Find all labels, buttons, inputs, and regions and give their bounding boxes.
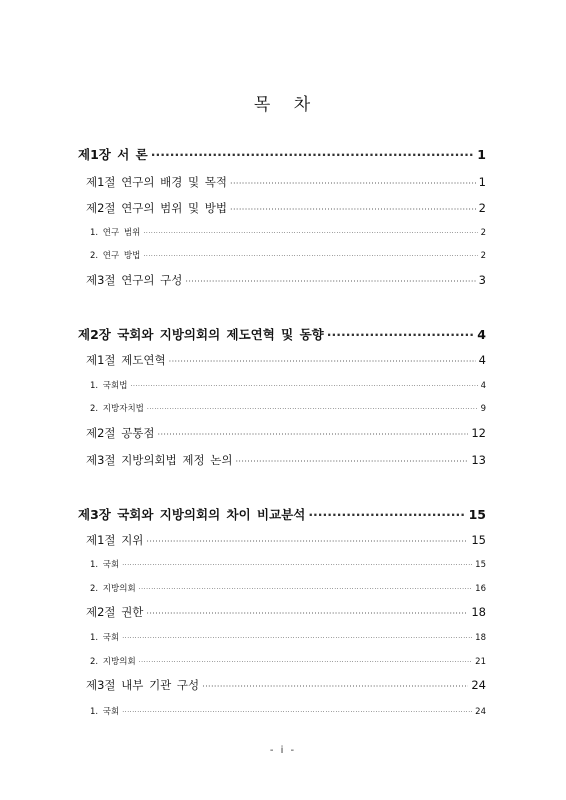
toc-entry-label: 제1절 지위 [86,533,144,547]
toc-entry-label: 제3절 지방의회법 제정 논의 [86,453,233,467]
toc-entry-label: 1. 국회 [90,707,120,717]
toc-dot-leader [139,659,473,666]
toc-entry-label: 제2절 권한 [86,605,144,619]
toc-dot-leader [185,277,475,286]
toc-entry-subsection[interactable] [90,402,486,414]
toc-entry-label: 1. 국회 [90,560,120,570]
toc-entry-section[interactable] [86,677,486,693]
toc-entry-section[interactable] [86,452,486,468]
toc-entry-subsection[interactable] [90,249,486,261]
toc-entry-subsection[interactable] [90,655,486,667]
toc-dot-leader [147,406,478,413]
toc-dot-leader [169,357,476,366]
toc-entry-subsection[interactable] [90,705,486,717]
toc-entry-section[interactable] [86,174,486,190]
toc-dot-leader [230,205,476,214]
toc-entry-page-number: 4 [478,353,486,367]
toc-entry-page-number: 2 [478,201,486,215]
page-number-footer: - i - [269,745,297,756]
toc-dot-leader [308,507,465,522]
toc-entry-label: 제3절 내부 기관 구성 [86,678,200,692]
toc-entry-section[interactable] [86,272,486,288]
toc-entry-page-number: 13 [471,453,486,467]
toc-entry-subsection[interactable] [90,631,486,643]
toc-entry-label: 1. 연구 범위 [90,228,141,238]
toc-entry-page-number: 1 [478,175,486,189]
toc-dot-leader [122,709,472,716]
toc-entry-page-number: 24 [475,707,486,717]
toc-entry-section[interactable] [86,604,486,620]
toc-entry-label: 2. 지방의회 [90,657,136,667]
toc-entry-label: 1. 국회법 [90,381,128,391]
toc-entry-page-number: 18 [475,633,486,643]
toc-entry-page-number: 4 [477,327,486,342]
toc-entry-page-number: 12 [471,426,486,440]
toc-entry-section[interactable] [86,200,486,216]
toc-entry-label: 제3절 연구의 구성 [86,273,183,287]
toc-dot-leader [122,635,472,642]
toc-entry-label: 2. 연구 방법 [90,251,141,261]
toc-dot-leader [146,609,468,618]
toc-dot-leader [202,682,468,691]
toc-entry-label: 2. 지방의회 [90,584,136,594]
toc-entry-page-number: 24 [471,678,486,692]
toc-entry-page-number: 3 [478,273,486,287]
toc-entry-chapter-3[interactable] [78,505,486,523]
toc-entry-page-number: 15 [468,507,486,522]
toc-entry-subsection[interactable] [90,379,486,391]
toc-entry-label: 제1절 연구의 배경 및 목적 [86,175,228,189]
toc-entry-label: 제1장 서 론 [78,147,148,162]
toc-entry-page-number: 2 [480,251,486,261]
toc-entry-page-number: 4 [480,381,486,391]
toc-entry-page-number: 15 [471,533,486,547]
toc-entry-subsection[interactable] [90,582,486,594]
toc-entry-label: 2. 지방자치법 [90,404,144,414]
toc-dot-leader [122,562,472,569]
toc-entry-page-number: 9 [480,404,486,414]
toc-entry-page-number: 1 [477,147,486,162]
toc-dot-leader [146,537,468,546]
toc-entry-label: 제2절 공통점 [86,426,155,440]
toc-dot-leader [327,327,475,342]
toc-entry-section[interactable] [86,532,486,548]
toc-entry-subsection[interactable] [90,226,486,238]
toc-entry-section[interactable] [86,425,486,441]
toc-entry-section[interactable] [86,352,486,368]
toc-entry-label: 제1절 제도연혁 [86,353,166,367]
toc-entry-subsection[interactable] [90,558,486,570]
toc-dot-leader [158,430,469,439]
toc-entry-chapter-1[interactable] [78,145,486,163]
toc-entry-page-number: 18 [471,605,486,619]
toc-entry-label: 제3장 국회와 지방의회의 차이 비교분석 [78,507,306,522]
toc-entry-label: 제2절 연구의 범위 및 방법 [86,201,228,215]
toc-entry-chapter-2[interactable] [78,325,486,343]
toc-entry-page-number: 2 [480,228,486,238]
toc-entry-page-number: 16 [475,584,486,594]
toc-dot-leader [230,179,476,188]
toc-entry-label: 1. 국회 [90,633,120,643]
toc-dot-leader [151,147,475,162]
page-title: 목 차 [253,95,313,115]
toc-dot-leader [139,586,473,593]
toc-dot-leader [235,457,468,466]
toc-dot-leader [143,253,477,260]
toc-entry-page-number: 15 [475,560,486,570]
toc-entry-label: 제2장 국회와 지방의회의 제도연혁 및 동향 [78,327,324,342]
toc-entry-page-number: 21 [475,657,486,667]
toc-dot-leader [143,230,477,237]
toc-dot-leader [130,383,477,390]
